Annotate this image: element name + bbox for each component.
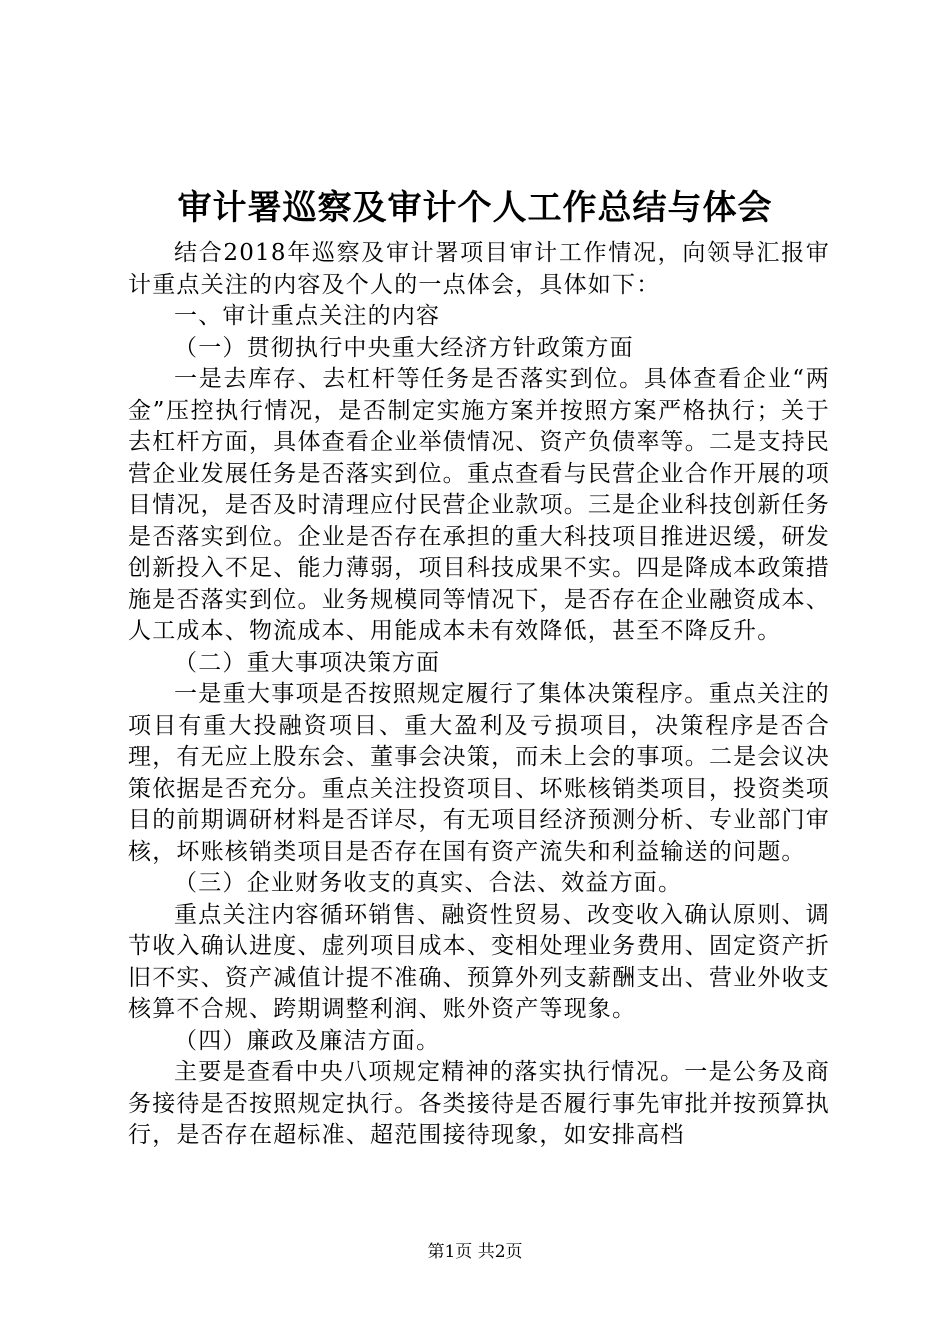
subsection-heading-2: （二）重大事项决策方面	[174, 649, 441, 676]
document-title: 审计署巡察及审计个人工作总结与体会	[177, 188, 773, 228]
paragraph-integrity: 主要是查看中央八项规定精神的落实执行情况。一是公务及商务接待是否按照规定执行。各类接待是否履行事先审批并按预算执行，是否存在超标准、超范围接待现象，如安排高档	[128, 1059, 830, 1148]
document-body	[128, 238, 830, 1152]
page-footer: 第1页 共2页	[427, 1242, 523, 1262]
paragraph-finance: 重点关注内容循环销售、融资性贸易、改变收入确认原则、调节收入确认进度、虚列项目成本、变相处理业务费用、固定资产折旧不实、资产减值计提不准确、预算外列支薪酬支出、营业外收支核算不合规、跨期调整利润、账外资产等现象。	[128, 901, 830, 1022]
subsection-heading-1: （一）贯彻执行中央重大经济方针政策方面	[174, 334, 634, 361]
subsection-heading-4: （四）廉政及廉洁方面。	[174, 1027, 441, 1054]
section-heading-1: 一、审计重点关注的内容	[174, 303, 441, 329]
paragraph-policy: 一是去库存、去杠杆等任务是否落实到位。具体查看企业“两金”压控执行情况，是否制定实施方案并按照方案严格执行；关于去杠杆方面，具体查看企业举债情况、资产负债率等。二是支持民营企业发展任务是否落实到位。重点查看与民营企业合作开展的项目情况，是否及时清理应付民营企业款项。三是企业科技创新任务是否落实到位。企业是否存在承担的重大科技项目推进迟缓，研发创新投入不足、能力薄弱，项目科技成果不实。四是降成本政策措施是否落实到位。业务规模同等情况下，是否存在企业融资成本、人工成本、物流成本、用能成本未有效降低，甚至不降反升。	[128, 366, 830, 644]
paragraph-intro: 结合2018年巡察及审计署项目审计工作情况，向领导汇报审计重点关注的内容及个人的一点体会，具体如下：	[128, 240, 830, 298]
subsection-heading-3: （三）企业财务收支的真实、合法、效益方面。	[174, 870, 683, 896]
paragraph-decision: 一是重大事项是否按照规定履行了集体决策程序。重点关注的项目有重大投融资项目、重大盈利及亏损项目，决策程序是否合理，有无应上股东会、董事会决策，而未上会的事项。二是会议决策依据是否充分。重点关注投资项目、坏账核销类项目，投资类项目的前期调研材料是否详尽，有无项目经济预测分析、专业部门审核，坏账核销类项目是否存在国有资产流失和利益输送的问题。	[128, 681, 830, 865]
